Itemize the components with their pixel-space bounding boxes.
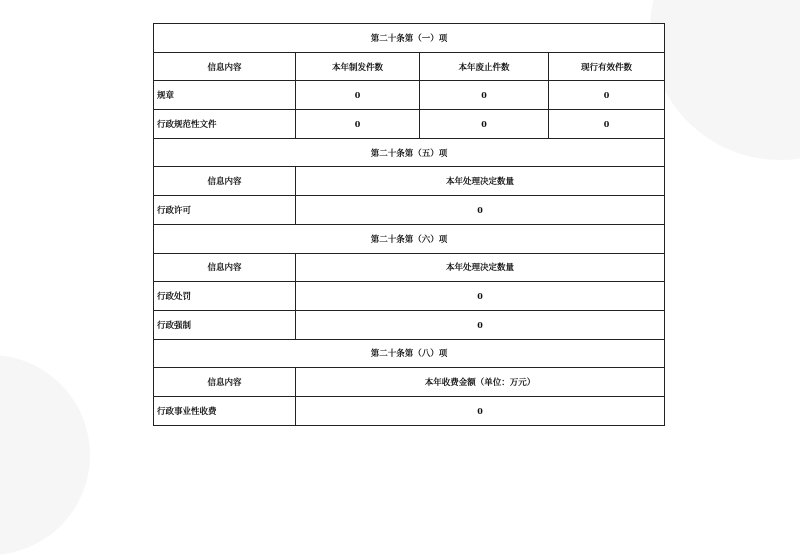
column-header: 本年收费金额（单位：万元）: [296, 368, 665, 397]
cell-value: 0: [296, 310, 665, 339]
row-label: 行政强制: [154, 310, 296, 339]
disclosure-table-sheet: [153, 23, 664, 426]
table-row: [154, 396, 665, 425]
table-header-row: [154, 167, 665, 196]
table-row: [154, 196, 665, 225]
table-header-row: [154, 52, 665, 81]
column-header: 现行有效件数: [549, 52, 665, 81]
column-header: 本年制发件数: [296, 52, 420, 81]
cell-value: 0: [296, 282, 665, 311]
column-header: 本年处理决定数量: [296, 167, 665, 196]
section-title-row: [154, 138, 665, 167]
cell-value: 0: [549, 110, 665, 139]
section-title: 第二十条第（一）项: [154, 24, 665, 53]
column-header: 信息内容: [154, 253, 296, 282]
table-row: [154, 81, 665, 110]
row-label: 行政处罚: [154, 282, 296, 311]
column-header: 信息内容: [154, 167, 296, 196]
table-row: [154, 310, 665, 339]
table-header-row: [154, 368, 665, 397]
cell-value: 0: [296, 81, 420, 110]
government-info-disclosure-table: [153, 23, 665, 426]
column-header: 信息内容: [154, 52, 296, 81]
row-label: 行政规范性文件: [154, 110, 296, 139]
section-title-row: [154, 24, 665, 53]
cell-value: 0: [296, 196, 665, 225]
cell-value: 0: [420, 81, 549, 110]
row-label: 行政许可: [154, 196, 296, 225]
decorative-circle-top-right: [650, 0, 800, 160]
table-header-row: [154, 253, 665, 282]
column-header: 本年废止件数: [420, 52, 549, 81]
row-label: 规章: [154, 81, 296, 110]
section-title-row: [154, 224, 665, 253]
table-row: [154, 282, 665, 311]
column-header: 信息内容: [154, 368, 296, 397]
cell-value: 0: [549, 81, 665, 110]
column-header: 本年处理决定数量: [296, 253, 665, 282]
section-title: 第二十条第（八）项: [154, 339, 665, 368]
row-label: 行政事业性收费: [154, 396, 296, 425]
section-title: 第二十条第（五）项: [154, 138, 665, 167]
cell-value: 0: [420, 110, 549, 139]
section-title: 第二十条第（六）项: [154, 224, 665, 253]
table-row: [154, 110, 665, 139]
decorative-circle-bottom-left: [0, 355, 90, 555]
section-title-row: [154, 339, 665, 368]
cell-value: 0: [296, 110, 420, 139]
cell-value: 0: [296, 396, 665, 425]
